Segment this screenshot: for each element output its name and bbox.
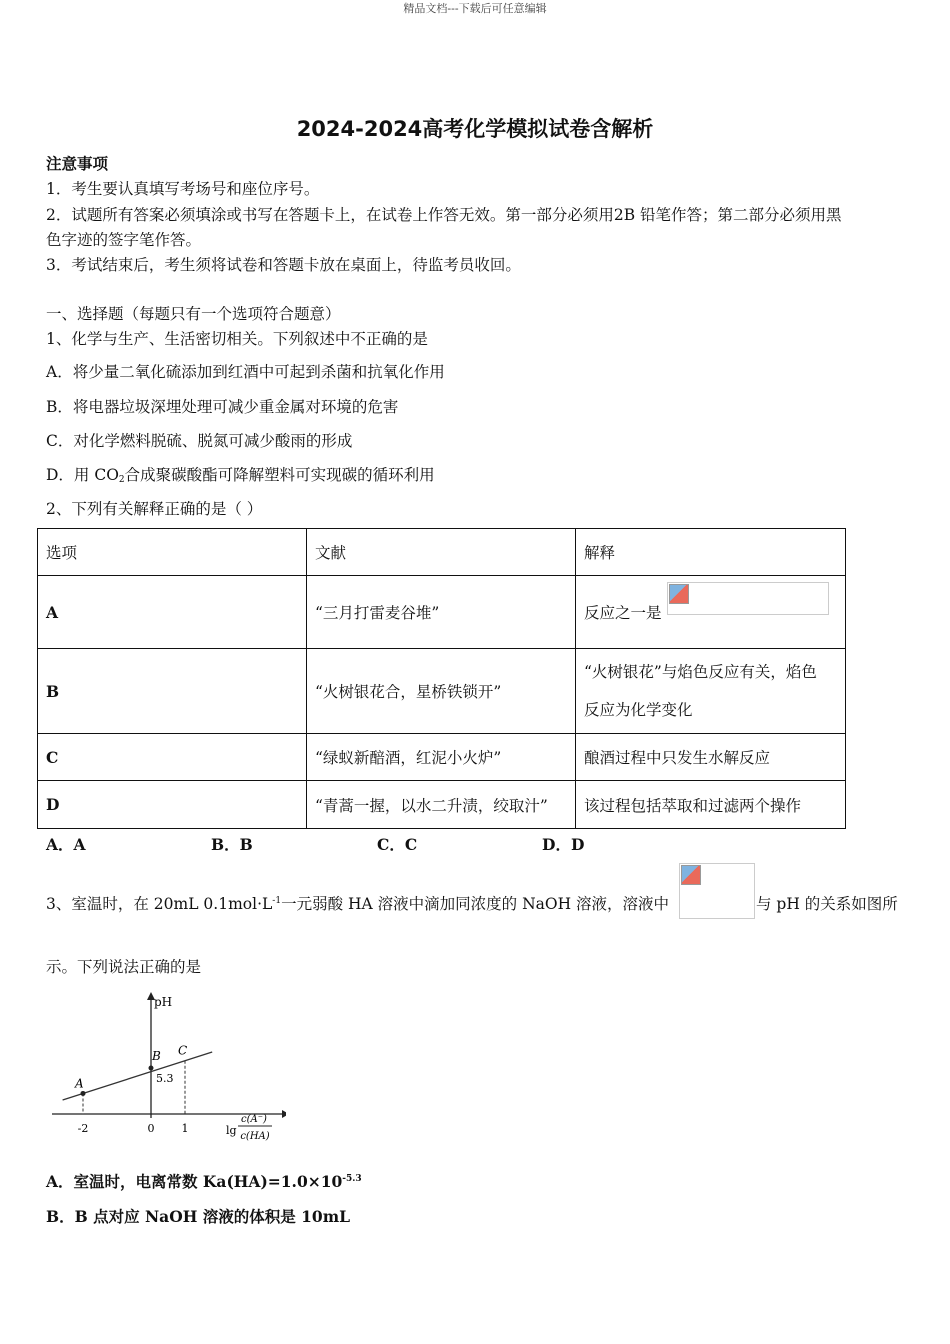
row-literature: “绿蚁新醅酒，红泥小火炉” bbox=[307, 734, 576, 781]
row-literature: “三月打雷麦谷堆” bbox=[307, 576, 576, 649]
q1-option-b: B．将电器垃圾深埋处理可减少重金属对环境的危害 bbox=[46, 398, 399, 416]
q3-option-a-sup: -5.3 bbox=[342, 1174, 362, 1184]
point-label-a: A bbox=[75, 1076, 84, 1091]
notice-item-3: 3．考试结束后，考生须将试卷和答题卡放在桌面上，待监考员收回。 bbox=[46, 256, 521, 274]
table-row bbox=[38, 649, 846, 734]
q3-stem-line1 bbox=[46, 892, 669, 914]
q2-choice-a: A．A bbox=[46, 835, 86, 854]
point-b bbox=[149, 1066, 154, 1071]
table-row bbox=[38, 781, 846, 829]
q3-stem-line2: 示。下列说法正确的是 bbox=[46, 958, 202, 976]
q1-stem: 1、化学与生产、生活密切相关。下列叙述中不正确的是 bbox=[46, 330, 428, 348]
q3-option-b: B．B 点对应 NaOH 溶液的体积是 10mL bbox=[46, 1207, 351, 1226]
row-option: B bbox=[38, 649, 307, 734]
point-label-b: B bbox=[152, 1049, 161, 1063]
x-tick-label: -2 bbox=[77, 1122, 89, 1135]
q3-option-a-text: A．室温时，电离常数 Ka(HA)=1.0×10 bbox=[46, 1172, 343, 1191]
ph-chart bbox=[46, 988, 286, 1154]
point-label-c: C bbox=[178, 1043, 188, 1058]
row-literature: “青蒿一握，以水二升渍，绞取汁” bbox=[307, 781, 576, 829]
q1-option-c: C．对化学燃料脱硫、脱氮可减少酸雨的形成 bbox=[46, 432, 353, 450]
page-header-watermark: 精品文档---下载后可任意编辑 bbox=[403, 2, 547, 15]
q2-stem: 2、下列有关解释正确的是（ ） bbox=[46, 500, 263, 518]
y-axis-label: pH bbox=[154, 995, 173, 1009]
row-literature: “火树银花合，星桥铁锁开” bbox=[307, 649, 576, 734]
q3-stem-b: 一元弱酸 HA 溶液中滴加同浓度的 NaOH 溶液，溶液中 bbox=[281, 895, 670, 913]
header-literature: 文献 bbox=[307, 529, 576, 576]
annotation-5-3: 5.3 bbox=[156, 1072, 174, 1085]
q1-option-a: A．将少量二氧化硫添加到红酒中可起到杀菌和抗氧化作用 bbox=[46, 363, 445, 381]
x-tick-label: 1 bbox=[181, 1122, 189, 1135]
notice-item-2-cont: 色字迹的签字笔作答。 bbox=[46, 231, 202, 249]
section-heading: 一、选择题（每题只有一个选项符合题意） bbox=[46, 305, 341, 323]
row-explanation-text: 反应之一是 bbox=[584, 604, 662, 622]
notice-item-1: 1．考生要认真填写考场号和座位序号。 bbox=[46, 180, 320, 198]
notice-heading: 注意事项 bbox=[46, 154, 109, 173]
row-explanation-line2: 反应为化学变化 bbox=[584, 701, 693, 719]
point-a bbox=[81, 1091, 86, 1096]
broken-image-icon bbox=[667, 582, 829, 615]
x-label-denominator: c(HA) bbox=[240, 1131, 270, 1142]
row-option: C bbox=[38, 734, 307, 781]
q2-table bbox=[37, 528, 846, 829]
header-option: 选项 bbox=[38, 529, 307, 576]
q1-option-d-pre: D．用 CO bbox=[46, 466, 119, 484]
q1-option-d-sub: 2 bbox=[118, 475, 125, 485]
q2-choice-b: B．B bbox=[211, 835, 253, 854]
row-explanation: 该过程包括萃取和过滤两个操作 bbox=[576, 781, 846, 829]
q3-stem-sup: -1 bbox=[272, 896, 282, 906]
row-option: A bbox=[38, 576, 307, 649]
q3-stem-a: 3、室温时，在 20mL 0.1mol·L bbox=[46, 895, 273, 913]
row-option: D bbox=[38, 781, 307, 829]
q1-option-d bbox=[46, 463, 435, 485]
x-axis-arrow bbox=[282, 1110, 286, 1118]
row-explanation bbox=[576, 649, 846, 734]
x-label-numerator: c(A⁻) bbox=[241, 1114, 267, 1125]
q3-stem-c: 与 pH 的关系如图所 bbox=[756, 895, 898, 913]
x-tick-label: 0 bbox=[147, 1122, 155, 1135]
table-header-row bbox=[38, 529, 846, 576]
header-explanation: 解释 bbox=[576, 529, 846, 576]
x-label-prefix: lg bbox=[226, 1124, 237, 1137]
q3-option-a bbox=[46, 1170, 362, 1192]
q1-option-d-post: 合成聚碳酸酯可降解塑料可实现碳的循环利用 bbox=[124, 466, 435, 484]
notice-item-2: 2．试题所有答案必须填涂或书写在答题卡上，在试卷上作答无效。第一部分必须用2B 铅笔作答；第二部分必须用黑 bbox=[46, 206, 842, 224]
q2-choice-c: C．C bbox=[377, 835, 418, 854]
q2-choice-d: D．D bbox=[542, 835, 585, 854]
row-explanation: 酿酒过程中只发生水解反应 bbox=[576, 734, 846, 781]
table-row bbox=[38, 734, 846, 781]
page-title: 2024-2024高考化学模拟试卷含解析 bbox=[296, 117, 654, 141]
broken-image-icon bbox=[679, 863, 755, 919]
row-explanation-line1: “火树银花”与焰色反应有关，焰色 bbox=[584, 663, 817, 681]
